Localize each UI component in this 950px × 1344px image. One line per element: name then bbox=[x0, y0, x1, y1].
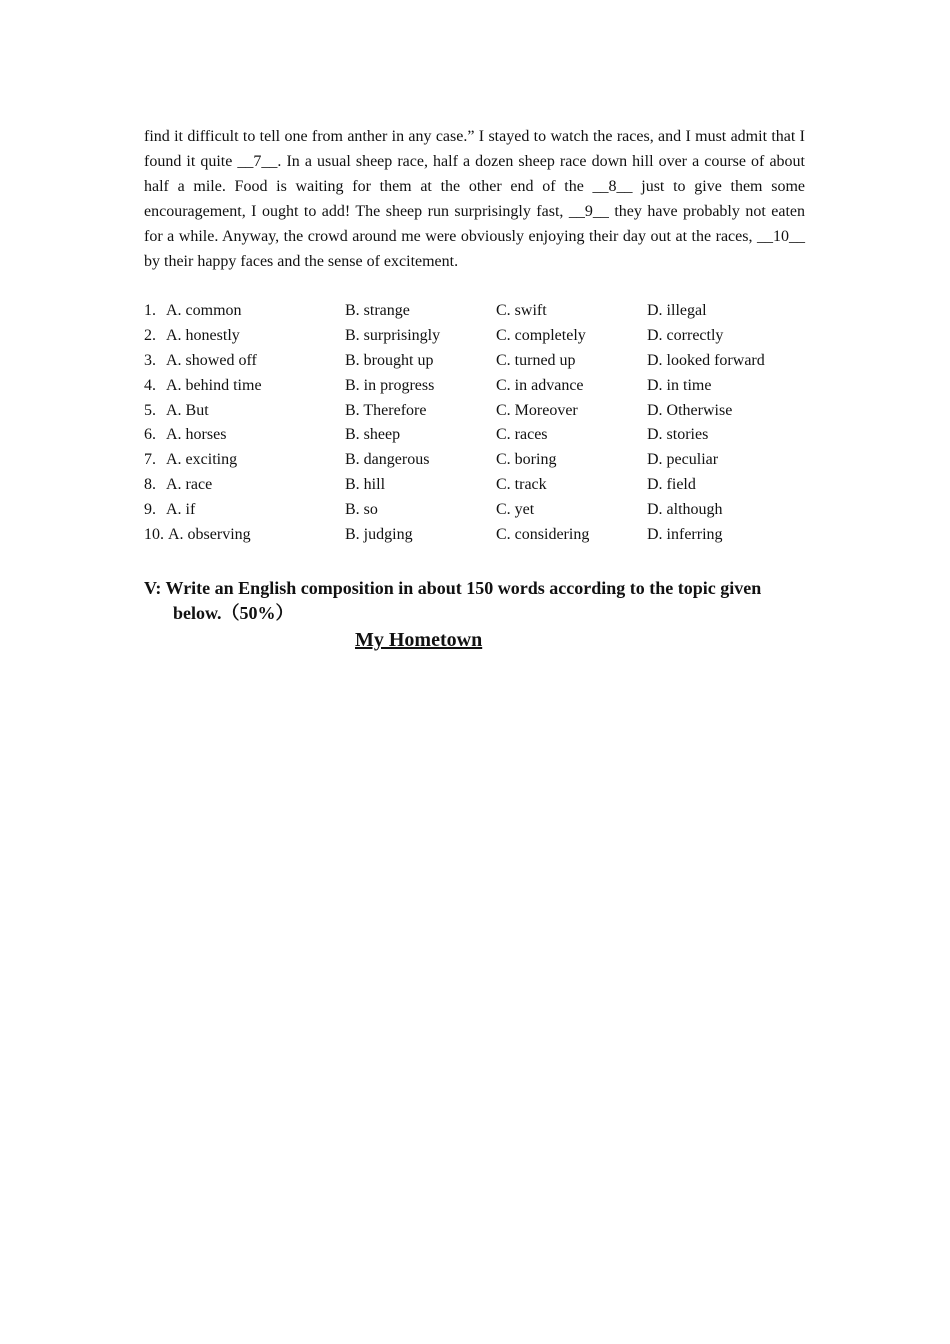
option-d: D. looked forward bbox=[647, 351, 765, 369]
question-row-10 bbox=[144, 523, 805, 548]
option-a: A. race bbox=[166, 476, 213, 494]
option-a: A. exciting bbox=[166, 451, 238, 469]
option-d: D. field bbox=[647, 476, 696, 494]
option-c: C. races bbox=[496, 426, 548, 444]
question-row-4 bbox=[144, 374, 805, 399]
option-d: D. inferring bbox=[647, 526, 723, 544]
option-a: A. horses bbox=[166, 426, 227, 444]
question-number: 2. bbox=[144, 326, 156, 344]
question-number: 8. bbox=[144, 476, 156, 494]
option-a: A. behind time bbox=[166, 376, 262, 394]
option-d: D. stories bbox=[647, 426, 709, 444]
exam-page bbox=[144, 124, 805, 653]
option-c: C. track bbox=[496, 476, 547, 494]
option-d: D. although bbox=[647, 501, 723, 519]
option-c: C. swift bbox=[496, 302, 547, 319]
option-b: B. brought up bbox=[345, 351, 434, 369]
option-c: C. turned up bbox=[496, 351, 576, 369]
question-number: 7. bbox=[144, 451, 156, 469]
option-a: A. But bbox=[166, 401, 209, 419]
option-b: B. sheep bbox=[345, 426, 401, 444]
section-heading-line2: below.（50%） bbox=[173, 602, 294, 623]
question-number: 1. bbox=[144, 302, 156, 319]
option-d: D. illegal bbox=[647, 302, 707, 319]
option-a: A. honestly bbox=[166, 326, 240, 344]
question-row-6 bbox=[144, 423, 805, 448]
question-number: 4. bbox=[144, 376, 156, 394]
section-heading-line1: V: Write an English composition in about 150 words according to the topic given bbox=[144, 577, 762, 598]
option-a: A. common bbox=[166, 302, 242, 319]
option-d: D. peculiar bbox=[647, 451, 719, 469]
question-row-3 bbox=[144, 349, 805, 374]
option-a: A. showed off bbox=[166, 351, 257, 369]
option-b: B. Therefore bbox=[345, 401, 427, 419]
option-b: B. judging bbox=[345, 526, 413, 544]
question-number: 9. bbox=[144, 501, 156, 519]
option-c: C. yet bbox=[496, 501, 535, 519]
option-b: B. dangerous bbox=[345, 451, 430, 469]
question-row-9 bbox=[144, 498, 805, 523]
option-b: B. surprisingly bbox=[345, 326, 441, 344]
option-d: D. in time bbox=[647, 376, 712, 394]
option-b: B. in progress bbox=[345, 376, 435, 394]
option-c: C. in advance bbox=[496, 376, 584, 394]
option-c: C. Moreover bbox=[496, 401, 578, 419]
question-number: 6. bbox=[144, 426, 156, 444]
passage-paragraph: find it difficult to tell one from anther in any case.” I stayed to watch the races, and I must admit that I found it quite __7__. In a usual sheep race, half a dozen sheep race down hill over a course of about half a mile. Food is waiting for them at the other end of the __8__ just to give them some encouragement, I ought to add! The sheep run surprisingly fast, __9__ they have probably not eaten for a while. Anyway, the crowd around me were obviously enjoying their day out at the races, __10__ by their happy faces and the sense of excitement. bbox=[144, 128, 805, 270]
question-number: 10. bbox=[144, 526, 164, 544]
question-row-2 bbox=[144, 324, 805, 349]
option-b: B. strange bbox=[345, 302, 410, 319]
option-d: D. correctly bbox=[647, 326, 724, 344]
option-c: C. completely bbox=[496, 326, 586, 344]
option-d: D. Otherwise bbox=[647, 401, 733, 419]
question-row-5 bbox=[144, 399, 805, 424]
option-b: B. so bbox=[345, 501, 378, 519]
option-b: B. hill bbox=[345, 476, 386, 494]
question-row-8 bbox=[144, 473, 805, 498]
composition-title: My Hometown bbox=[355, 628, 483, 651]
question-row-7 bbox=[144, 448, 805, 473]
question-number: 3. bbox=[144, 351, 156, 369]
section-heading bbox=[144, 576, 805, 626]
question-row-1 bbox=[144, 299, 805, 324]
option-a: A. if bbox=[166, 501, 196, 519]
option-a: A. observing bbox=[168, 526, 251, 544]
option-c: C. boring bbox=[496, 451, 557, 469]
options-list bbox=[144, 299, 805, 548]
option-c: C. considering bbox=[496, 526, 590, 544]
question-number: 5. bbox=[144, 401, 156, 419]
